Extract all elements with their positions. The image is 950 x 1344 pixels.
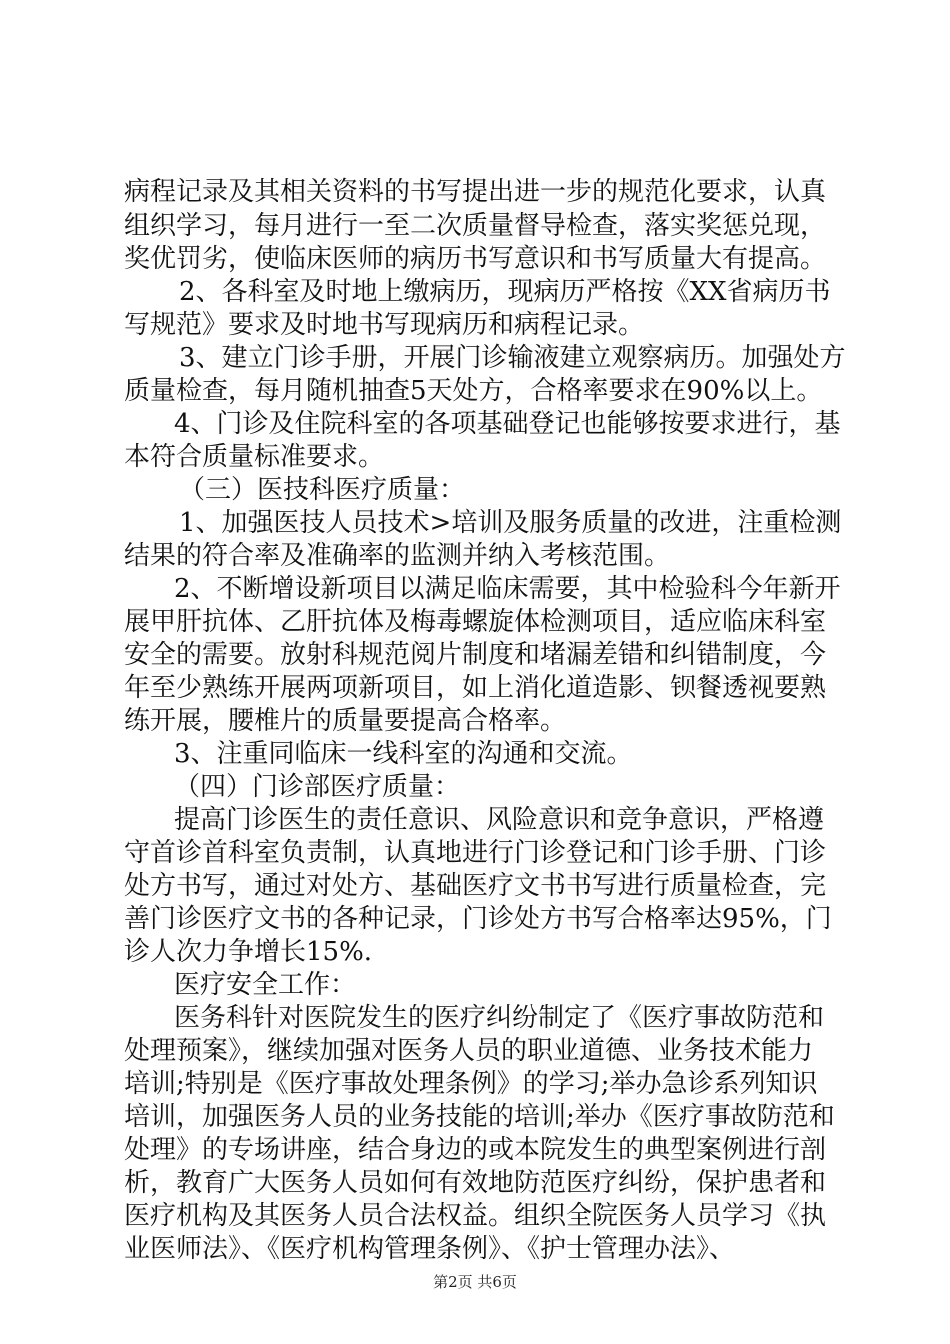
- text-line: 2、不断增设新项目以满足临床需要，其中检验科今年新开: [174, 574, 841, 604]
- text-line: 处方书写，通过对处方、基础医疗文书书写进行质量检查，完: [124, 871, 827, 901]
- text-line: 处理预案》，继续加强对医务人员的职业道德、业务技术能力: [124, 1036, 814, 1066]
- text-line: 奖优罚劣，使临床医师的病历书写意识和书写质量大有提高。: [124, 244, 827, 274]
- text-line: 写规范》要求及时地书写现病历和病程记录。: [124, 310, 645, 340]
- text-line: 培训;特别是《医疗事故处理条例》的学习;举办急诊系列知识: [124, 1069, 818, 1099]
- text-line: 医务科针对医院发生的医疗纠纷制定了《医疗事故防范和: [174, 1003, 825, 1033]
- text-line: 医疗机构及其医务人员合法权益。组织全院医务人员学习《执: [124, 1201, 827, 1231]
- text-line: 诊人次力争增长15%.: [124, 937, 373, 967]
- page-footer: 第2页 共6页: [433, 1273, 517, 1291]
- section-heading: （四）门诊部医疗质量：: [174, 772, 461, 802]
- text-line: 处理》的专场讲座，结合身边的或本院发生的典型案例进行剖: [124, 1135, 827, 1165]
- text-line: 善门诊医疗文书的各种记录，门诊处方书写合格率达95%，门: [124, 904, 832, 934]
- section-heading: （三）医技科医疗质量：: [179, 475, 466, 505]
- text-line: 本符合质量标准要求。: [124, 442, 385, 472]
- text-line: 1、加强医技人员技术>培训及服务质量的改进，注重检测: [179, 508, 842, 538]
- text-line: 展甲肝抗体、乙肝抗体及梅毒螺旋体检测项目，适应临床科室: [124, 607, 827, 637]
- text-line: 3、注重同临床一线科室的沟通和交流。: [174, 739, 633, 769]
- text-line: 培训，加强医务人员的业务技能的培训;举办《医疗事故防范和: [124, 1102, 835, 1132]
- text-line: 业医师法》、《医疗机构管理条例》、《护士管理办法》、: [124, 1234, 736, 1264]
- text-line: 守首诊首科室负责制，认真地进行门诊登记和门诊手册、门诊: [124, 838, 827, 868]
- text-line: 练开展，腰椎片的质量要提高合格率。: [124, 706, 567, 736]
- text-line: 析，教育广大医务人员如何有效地防范医疗纠纷，保护患者和: [124, 1168, 827, 1198]
- text-line: 结果的符合率及准确率的监测并纳入考核范围。: [124, 541, 671, 571]
- text-line: 病程记录及其相关资料的书写提出进一步的规范化要求，认真: [124, 177, 827, 207]
- text-line: 组织学习，每月进行一至二次质量督导检查，落实奖惩兑现，: [124, 211, 827, 241]
- text-line: 3、建立门诊手册，开展门诊输液建立观察病历。加强处方: [179, 343, 846, 373]
- text-line: 质量检查，每月随机抽查5天处方，合格率要求在90%以上。: [124, 376, 823, 406]
- text-line: 提高门诊医生的责任意识、风险意识和竞争意识，严格遵: [174, 805, 825, 835]
- section-heading: 医疗安全工作：: [174, 970, 357, 1000]
- text-line: 2、各科室及时地上缴病历，现病历严格按《XX省病历书: [179, 277, 831, 307]
- text-line: 4、门诊及住院科室的各项基础登记也能够按要求进行，基: [174, 409, 841, 439]
- text-line: 年至少熟练开展两项新项目，如上消化道造影、钡餐透视要熟: [124, 673, 827, 703]
- text-line: 安全的需要。放射科规范阅片制度和堵漏差错和纠错制度，今: [124, 640, 827, 670]
